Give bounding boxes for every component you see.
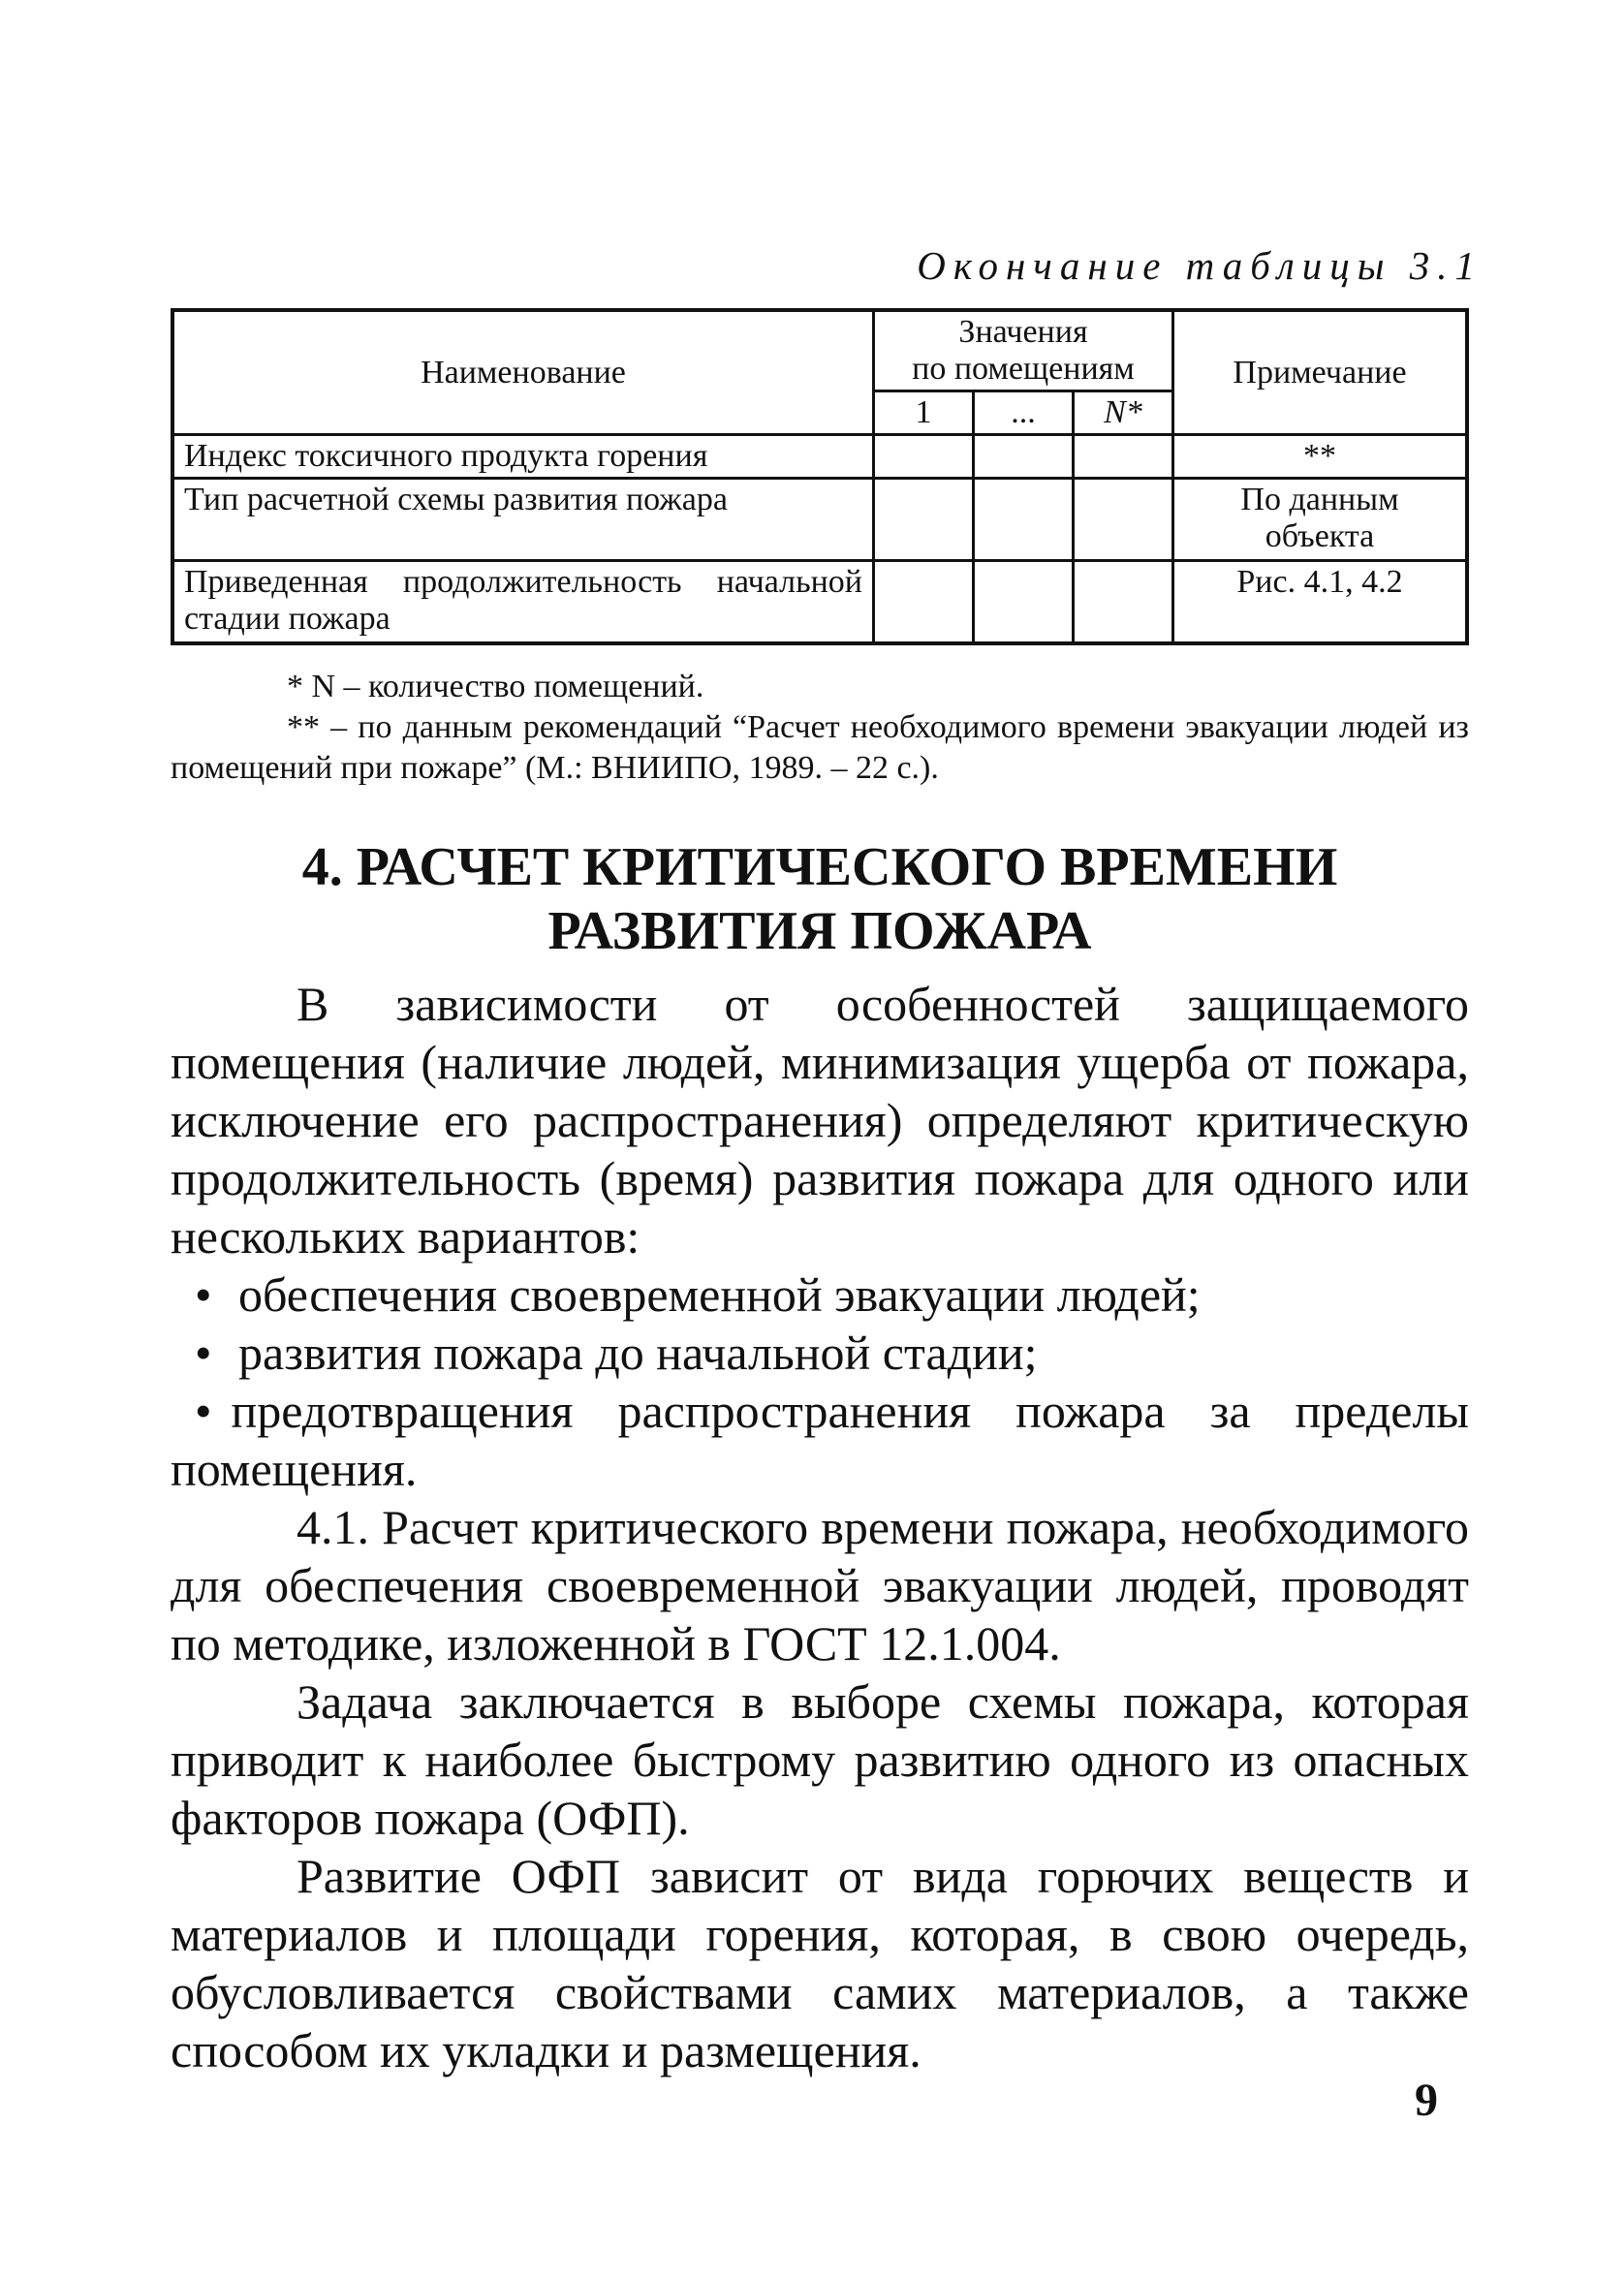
subheader-room-ellipsis: ... bbox=[974, 391, 1074, 435]
body-text bbox=[171, 975, 1469, 2079]
row-value-cell bbox=[1074, 435, 1173, 479]
bullet-icon: • bbox=[195, 1326, 212, 1380]
paragraph-development: Развитие ОФП зависит от вида горючих веществ и материалов и площади горения, которая, в свою очередь, обусловливается свойствами самих материалов, а также способом их укладки и размещения. bbox=[171, 1849, 1469, 2077]
table-header-row bbox=[172, 310, 1467, 391]
header-name: Наименование bbox=[172, 310, 874, 435]
footnote: * N – количество помещений. bbox=[287, 669, 704, 704]
paragraph-task: Задача заключается в выборе схемы пожара, которая приводит к наиболее быстрому развитию одного из опасных факторов пожара (ОФП). bbox=[171, 1674, 1469, 1845]
header-values-line1: Значения bbox=[958, 314, 1088, 350]
row-note: ** bbox=[1173, 435, 1468, 479]
table-caption: Окончание таблицы 3.1 bbox=[917, 243, 1483, 288]
list-item bbox=[171, 1324, 1469, 1382]
subheader-room-1: 1 bbox=[874, 391, 974, 435]
row-note: По данным объекта bbox=[1173, 479, 1468, 561]
footnote: ** – по данным рекомендаций “Расчет необходимого времени эвакуации людей из помещений при пожаре” (М.: ВНИИПО, 1989. – 22 с.). bbox=[171, 709, 1469, 786]
bullet-list bbox=[171, 1265, 1469, 1498]
row-value-cell bbox=[1074, 479, 1173, 561]
header-values-line2: по помещениям bbox=[912, 351, 1135, 387]
row-value-cell bbox=[874, 435, 974, 479]
row-value-cell bbox=[874, 561, 974, 644]
table-row bbox=[172, 435, 1467, 479]
row-note: Рис. 4.1, 4.2 bbox=[1173, 561, 1468, 644]
footnotes bbox=[171, 667, 1469, 789]
header-values bbox=[874, 310, 1173, 391]
list-item bbox=[171, 1382, 1469, 1498]
row-value-cell bbox=[1074, 561, 1173, 644]
parameters-table bbox=[171, 308, 1469, 645]
bullet-icon: • bbox=[195, 1267, 212, 1322]
section-title-line: 4. РАСЧЕТ КРИТИЧЕСКОГО ВРЕМЕНИ bbox=[301, 837, 1338, 897]
list-item-text: предотвращения распространения пожара за пределы помещения. bbox=[171, 1384, 1469, 1496]
list-item-text: развития пожара до начальной стадии; bbox=[238, 1326, 1038, 1380]
section-title-line: РАЗВИТИЯ ПОЖАРА bbox=[547, 901, 1092, 961]
section-title bbox=[171, 835, 1469, 963]
bullet-icon: • bbox=[195, 1384, 212, 1438]
table-row bbox=[172, 561, 1467, 644]
page-number: 9 bbox=[1415, 2075, 1438, 2126]
row-value-cell bbox=[974, 561, 1074, 644]
header-note: Примечание bbox=[1173, 310, 1468, 435]
table-row bbox=[172, 479, 1467, 561]
row-value-cell bbox=[974, 435, 1074, 479]
paragraph-4-1: 4.1. Расчет критического времени пожара, необходимого для обеспечения своевременной эвакуации людей, проводят по методике, изложенной в ГОСТ 12.1.004. bbox=[171, 1500, 1469, 1671]
row-name: Приведенная продолжительность начальной стадии пожара bbox=[172, 561, 874, 644]
paragraph-intro: В зависимости от особенностей защищаемого помещения (наличие людей, минимизация ущерба от пожара, исключение его распространения) определяют критическую продолжительность (время) развития пожара для одного или нескольких вариантов: bbox=[171, 977, 1469, 1264]
row-name: Индекс токсичного продукта горения bbox=[172, 435, 874, 479]
subheader-room-n: N* bbox=[1074, 391, 1173, 435]
list-item-text: обеспечения своевременной эвакуации людей; bbox=[238, 1267, 1201, 1322]
row-name: Тип расчетной схемы развития пожара bbox=[172, 479, 874, 561]
row-value-cell bbox=[974, 479, 1074, 561]
list-item bbox=[171, 1265, 1469, 1324]
row-value-cell bbox=[874, 479, 974, 561]
